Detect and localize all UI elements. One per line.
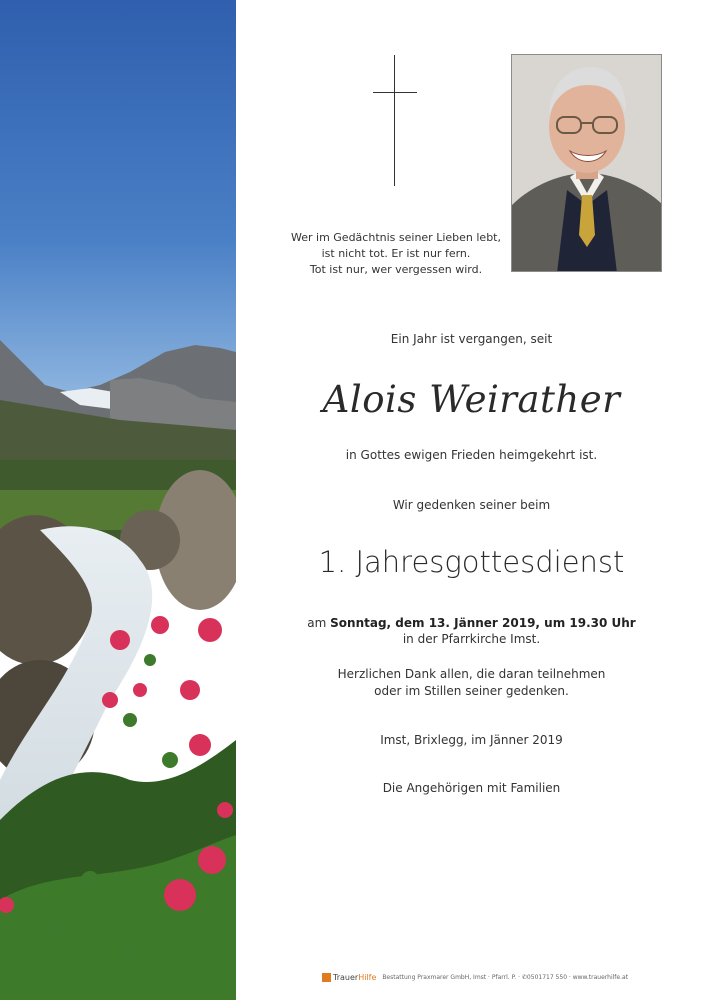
date-prefix: am xyxy=(307,616,327,630)
brand-name-part2: Hilfe xyxy=(358,973,377,982)
memorial-quote xyxy=(270,230,522,278)
service-location: in der Pfarrkirche Imst. xyxy=(402,632,541,646)
thanks-line: oder im Stillen seiner gedenken. xyxy=(374,684,569,698)
date-bold: Sonntag, dem 13. Jänner 2019, um 19.30 Uhr xyxy=(330,616,636,630)
thanks-text xyxy=(236,666,707,700)
footer-info: Bestattung Praxmarer GmbH, Imst · Pfarrl. P. · ✆0501717 550 · www.trauerhilfe.at xyxy=(382,974,629,981)
cross-icon xyxy=(373,55,417,186)
quote-line: ist nicht tot. Er ist nur fern. xyxy=(321,247,471,260)
brand-name-part1: Trauer xyxy=(333,973,359,982)
intro-text: Ein Jahr ist vergangen, seit xyxy=(390,332,553,346)
quote-line: Tot ist nur, wer vergessen wird. xyxy=(309,263,483,276)
brand-logo-icon xyxy=(322,973,331,982)
footer xyxy=(322,973,702,985)
place-date: Imst, Brixlegg, im Jänner 2019 xyxy=(380,733,563,747)
service-date xyxy=(236,615,707,631)
landscape-photo xyxy=(0,0,236,1000)
quote-line: Wer im Gedächtnis seiner Lieben lebt, xyxy=(291,231,501,244)
thanks-line: Herzlichen Dank allen, die daran teilnehmen xyxy=(337,667,606,681)
deceased-name: Alois Weirather xyxy=(322,378,621,421)
portrait-photo xyxy=(511,54,662,272)
service-title: 1. Jahresgottesdienst xyxy=(318,545,625,579)
returned-text: in Gottes ewigen Frieden heimgekehrt ist. xyxy=(345,448,598,462)
commemorate-text: Wir gedenken seiner beim xyxy=(392,498,551,512)
family-signature: Die Angehörigen mit Familien xyxy=(382,781,561,795)
